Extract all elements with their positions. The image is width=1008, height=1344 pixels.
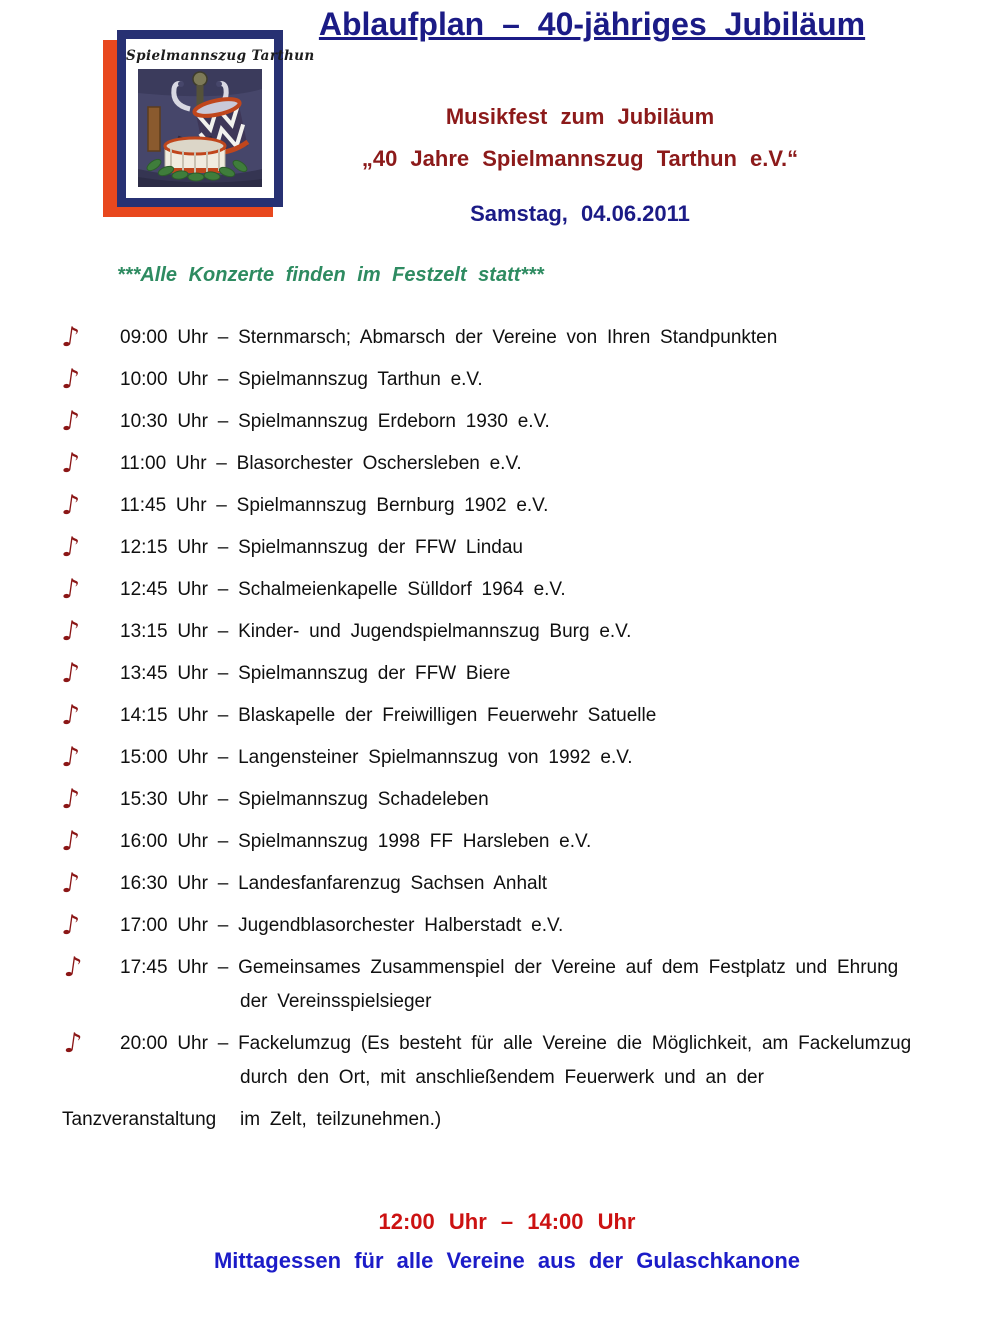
eighth-note-icon: ♪: [59, 448, 82, 479]
schedule-item: [59, 867, 964, 901]
schedule-item: [59, 489, 964, 523]
eighth-note-icon: ♪: [59, 406, 82, 437]
eighth-note-icon: ♪: [59, 742, 82, 773]
schedule-item-text: [120, 741, 964, 775]
lunch-time-range: 12:00 Uhr – 14:00 Uhr: [378, 1209, 636, 1234]
schedule-item-text: [120, 867, 964, 901]
logo-inner-panel: [126, 39, 315, 198]
schedule-entry: 20:00 Uhr – Fackelumzug (Es besteht für alle Vereine die Möglichkeit, am Fackelumzug: [120, 1033, 912, 1054]
schedule-item-text: [120, 783, 964, 817]
logo-navy-frame: [117, 30, 315, 207]
schedule-entry: 11:45 Uhr – Spielmannszug Bernburg 1902 e.V.: [120, 495, 549, 516]
schedule-entry: 12:45 Uhr – Schalmeienkapelle Sülldorf 1964 e.V.: [120, 579, 566, 600]
schedule-item-text: [120, 363, 964, 397]
logo-caption: Spielmannszug Tarthun: [126, 48, 315, 64]
eighth-note-icon: ♪: [62, 952, 84, 983]
schedule-item: [59, 825, 964, 859]
schedule-item: [59, 363, 964, 397]
drums-illustration-icon: [138, 69, 262, 187]
subtitle-club: „40 Jahre Spielmannszug Tarthun e.V.“: [361, 146, 799, 171]
schedule-item-text: [120, 531, 964, 565]
schedule-item: [59, 615, 964, 649]
schedule-item: [59, 909, 964, 943]
eighth-note-icon: ♪: [59, 532, 82, 563]
schedule-entry: 13:15 Uhr – Kinder- und Jugendspielmannszug Burg e.V.: [120, 621, 632, 642]
schedule-list: [59, 321, 964, 1145]
schedule-item-text: [120, 825, 964, 859]
schedule-item: [59, 657, 964, 691]
eighth-note-icon: ♪: [59, 322, 82, 353]
venue-note: ***Alle Konzerte finden im Festzelt statt***: [117, 264, 544, 286]
schedule-entry: 09:00 Uhr – Sternmarsch; Abmarsch der Vereine von Ihren Standpunkten: [120, 327, 778, 348]
subtitle-event: Musikfest zum Jubiläum: [445, 104, 715, 129]
schedule-entry: 10:00 Uhr – Spielmannszug Tarthun e.V.: [120, 369, 483, 390]
schedule-item: [59, 741, 964, 775]
club-logo: [103, 30, 315, 220]
schedule-item-text: [120, 951, 964, 1019]
eighth-note-icon: ♪: [59, 784, 82, 815]
schedule-item: [59, 447, 964, 481]
margin-word: Tanzveranstaltung: [62, 1109, 217, 1130]
schedule-margin-line: [62, 1103, 964, 1137]
schedule-entry: 17:45 Uhr – Gemeinsames Zusammenspiel der Vereine auf dem Festplatz und Ehrung: [120, 957, 899, 978]
schedule-entry: 10:30 Uhr – Spielmannszug Erdeborn 1930 e.V.: [120, 411, 550, 432]
schedule-item-text: [120, 321, 964, 355]
schedule-entry: 16:00 Uhr – Spielmannszug 1998 FF Harsleben e.V.: [120, 831, 592, 852]
eighth-note-icon: ♪: [59, 364, 82, 395]
eighth-note-icon: ♪: [59, 868, 82, 899]
schedule-entry: 11:00 Uhr – Blasorchester Oschersleben e.V.: [120, 453, 522, 474]
schedule-item-text: [120, 489, 964, 523]
schedule-entry-continuation: der Vereinsspielsieger: [240, 991, 432, 1012]
schedule-entry: 12:15 Uhr – Spielmannszug der FFW Lindau: [120, 537, 523, 558]
eighth-note-icon: ♪: [59, 910, 82, 941]
eighth-note-icon: ♪: [59, 658, 82, 689]
schedule-entry: 16:30 Uhr – Landesfanfarenzug Sachsen Anhalt: [120, 873, 548, 894]
eighth-note-icon: ♪: [59, 826, 82, 857]
margin-rest: im Zelt, teilzunehmen.): [240, 1109, 442, 1130]
eighth-note-icon: ♪: [59, 574, 82, 605]
eighth-note-icon: ♪: [59, 490, 82, 521]
schedule-entry-continuation: durch den Ort, mit anschließendem Feuerwerk und an der: [240, 1067, 764, 1088]
lunch-note: Mittagessen für alle Vereine aus der Gulaschkanone: [213, 1248, 801, 1273]
eighth-note-icon: ♪: [62, 1028, 84, 1059]
schedule-item-text: [120, 405, 964, 439]
schedule-item: [59, 573, 964, 607]
schedule-item: [62, 951, 964, 1019]
page-title: Ablaufplan – 40-jähriges Jubiläum: [318, 6, 866, 42]
event-date: Samstag, 04.06.2011: [470, 201, 690, 226]
schedule-item: [59, 699, 964, 733]
eighth-note-icon: ♪: [59, 700, 82, 731]
schedule-entry: 17:00 Uhr – Jugendblasorchester Halberstadt e.V.: [120, 915, 564, 936]
schedule-item-text: [120, 699, 964, 733]
schedule-item-text: [120, 909, 964, 943]
schedule-item: [62, 1027, 964, 1095]
schedule-item: [59, 531, 964, 565]
schedule-item: [59, 405, 964, 439]
schedule-entry: 15:30 Uhr – Spielmannszug Schadeleben: [120, 789, 489, 810]
schedule-item-text: [120, 447, 964, 481]
schedule-item-text: [120, 615, 964, 649]
schedule-item-text: [120, 657, 964, 691]
schedule-entry: 14:15 Uhr – Blaskapelle der Freiwilligen Feuerwehr Satuelle: [120, 705, 657, 726]
schedule-item-text: [120, 573, 964, 607]
schedule-entry: 13:45 Uhr – Spielmannszug der FFW Biere: [120, 663, 511, 684]
schedule-item: [59, 321, 964, 355]
schedule-item-text: [120, 1027, 964, 1095]
schedule-entry: 15:00 Uhr – Langensteiner Spielmannszug von 1992 e.V.: [120, 747, 633, 768]
eighth-note-icon: ♪: [59, 616, 82, 647]
schedule-item: [59, 783, 964, 817]
